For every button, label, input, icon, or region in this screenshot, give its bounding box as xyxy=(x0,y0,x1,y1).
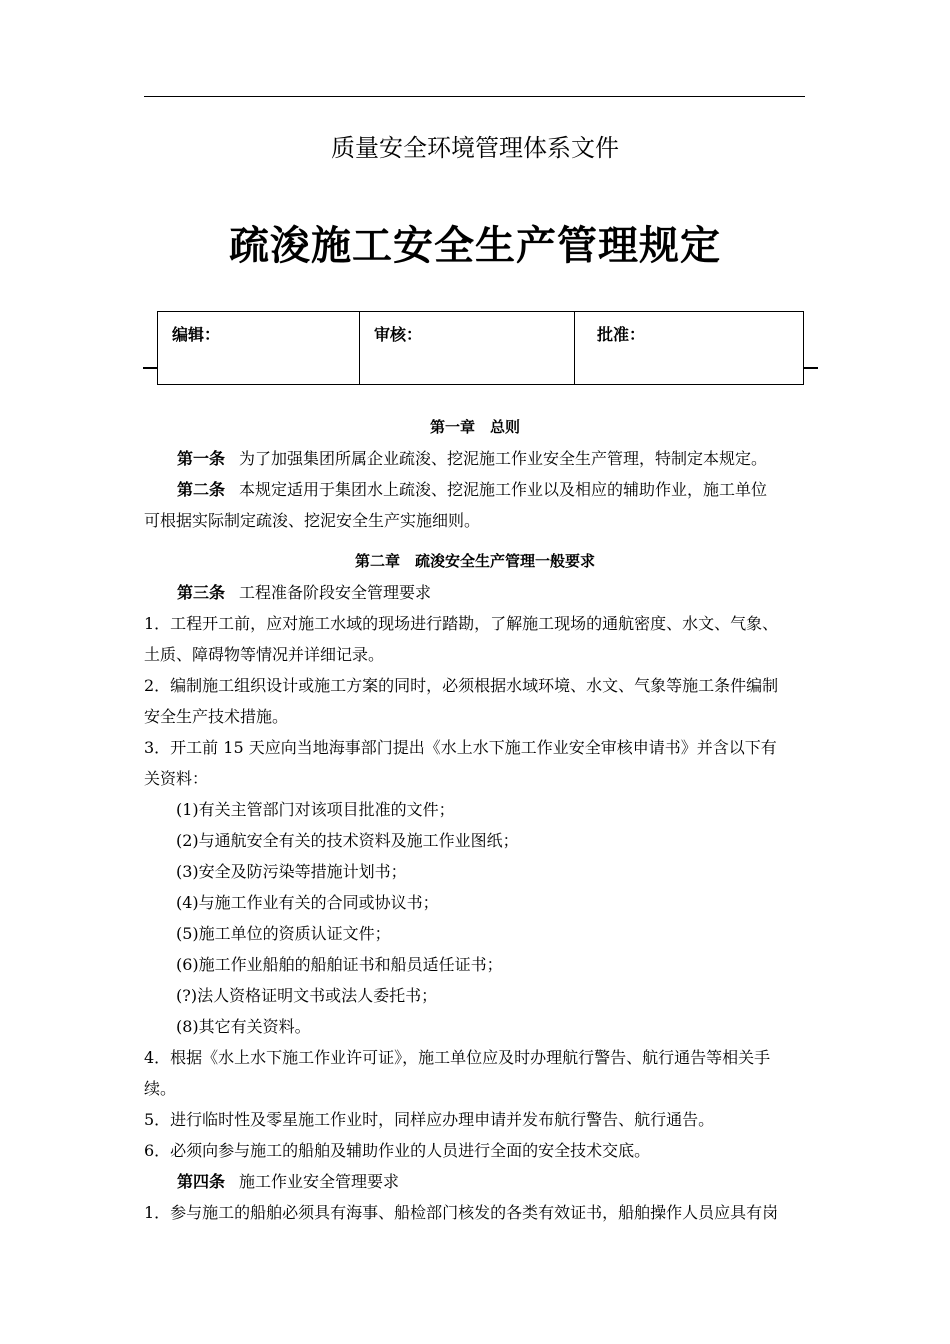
article-3-label: 第三条 xyxy=(177,583,226,602)
article-3-text: 工程准备阶段安全管理要求 xyxy=(239,583,432,602)
signoff-table xyxy=(157,311,804,385)
article-2-text: 本规定适用于集团水上疏浚、挖泥施工作业以及相应的辅助作业，施工单位 xyxy=(239,480,768,499)
list-item: 1．工程开工前，应对施工水域的现场进行踏勘，了解施工现场的通航密度、水文、气象、 xyxy=(144,614,779,633)
list-item: 5．进行临时性及零星施工作业时，同样应办理申请并发布航行警告、航行通告。 xyxy=(144,1110,715,1129)
article-2 xyxy=(144,474,806,505)
document-series: 质量安全环境管理体系文件 xyxy=(331,134,619,162)
list-item: 1．参与施工的船舶必须具有海事、船检部门核发的各类有效证书，船舶操作人员应具有岗 xyxy=(144,1203,779,1222)
sub-item: (4)与施工作业有关的合同或协议书； xyxy=(176,893,439,912)
article-2-continuation: 可根据实际制定疏浚、挖泥安全生产实施细则。 xyxy=(144,511,481,530)
approver-cell: 批准： xyxy=(575,312,804,385)
list-item-continuation: 安全生产技术措施。 xyxy=(144,707,289,726)
sub-item: (8)其它有关资料。 xyxy=(176,1017,311,1036)
sub-item: (1)有关主管部门对该项目批准的文件； xyxy=(176,800,455,819)
left-margin-tick xyxy=(143,367,157,369)
list-item: 3．开工前 15 天应向当地海事部门提出《水上水下施工作业安全审核申请书》并含以下有 xyxy=(144,738,777,757)
header-rule xyxy=(144,96,805,97)
sub-item: (2)与通航安全有关的技术资料及施工作业图纸； xyxy=(176,831,519,850)
list-item-continuation: 土质、障碍物等情况并详细记录。 xyxy=(144,645,385,664)
article-1-label: 第一条 xyxy=(177,449,226,468)
page-title: 疏浚施工安全生产管理规定 xyxy=(229,223,721,269)
article-4 xyxy=(144,1166,806,1197)
sub-item: (3)安全及防污染等措施计划书； xyxy=(176,862,407,881)
editor-cell: 编辑： xyxy=(158,312,360,385)
list-item: 4．根据《水上水下施工作业许可证》，施工单位应及时办理航行警告、航行通告等相关手 xyxy=(144,1048,771,1067)
article-4-text: 施工作业安全管理要求 xyxy=(239,1172,400,1191)
list-item-continuation: 续。 xyxy=(144,1079,177,1098)
chapter-2-heading: 第二章 疏浚安全生产管理一般要求 xyxy=(354,552,595,570)
document-body xyxy=(144,412,806,1228)
list-item: 6．必须向参与施工的船舶及辅助作业的人员进行全面的安全技术交底。 xyxy=(144,1141,651,1160)
article-2-label: 第二条 xyxy=(177,480,226,499)
sub-item: (5)施工单位的资质认证文件； xyxy=(176,924,391,943)
article-3 xyxy=(144,577,806,608)
article-1 xyxy=(144,443,806,474)
article-4-label: 第四条 xyxy=(177,1172,226,1191)
list-item-continuation: 关资料： xyxy=(144,769,209,788)
article-1-text: 为了加强集团所属企业疏浚、挖泥施工作业安全生产管理，特制定本规定。 xyxy=(239,449,768,468)
list-item: 2．编制施工组织设计或施工方案的同时，必须根据水域环境、水文、气象等施工条件编制 xyxy=(144,676,779,695)
sub-item: (?)法人资格证明文书或法人委托书； xyxy=(176,986,438,1005)
chapter-1-heading: 第一章 总则 xyxy=(429,418,520,436)
right-margin-tick xyxy=(804,367,818,369)
reviewer-cell: 审核： xyxy=(360,312,575,385)
sub-item: (6)施工作业船舶的船舶证书和船员适任证书； xyxy=(176,955,503,974)
